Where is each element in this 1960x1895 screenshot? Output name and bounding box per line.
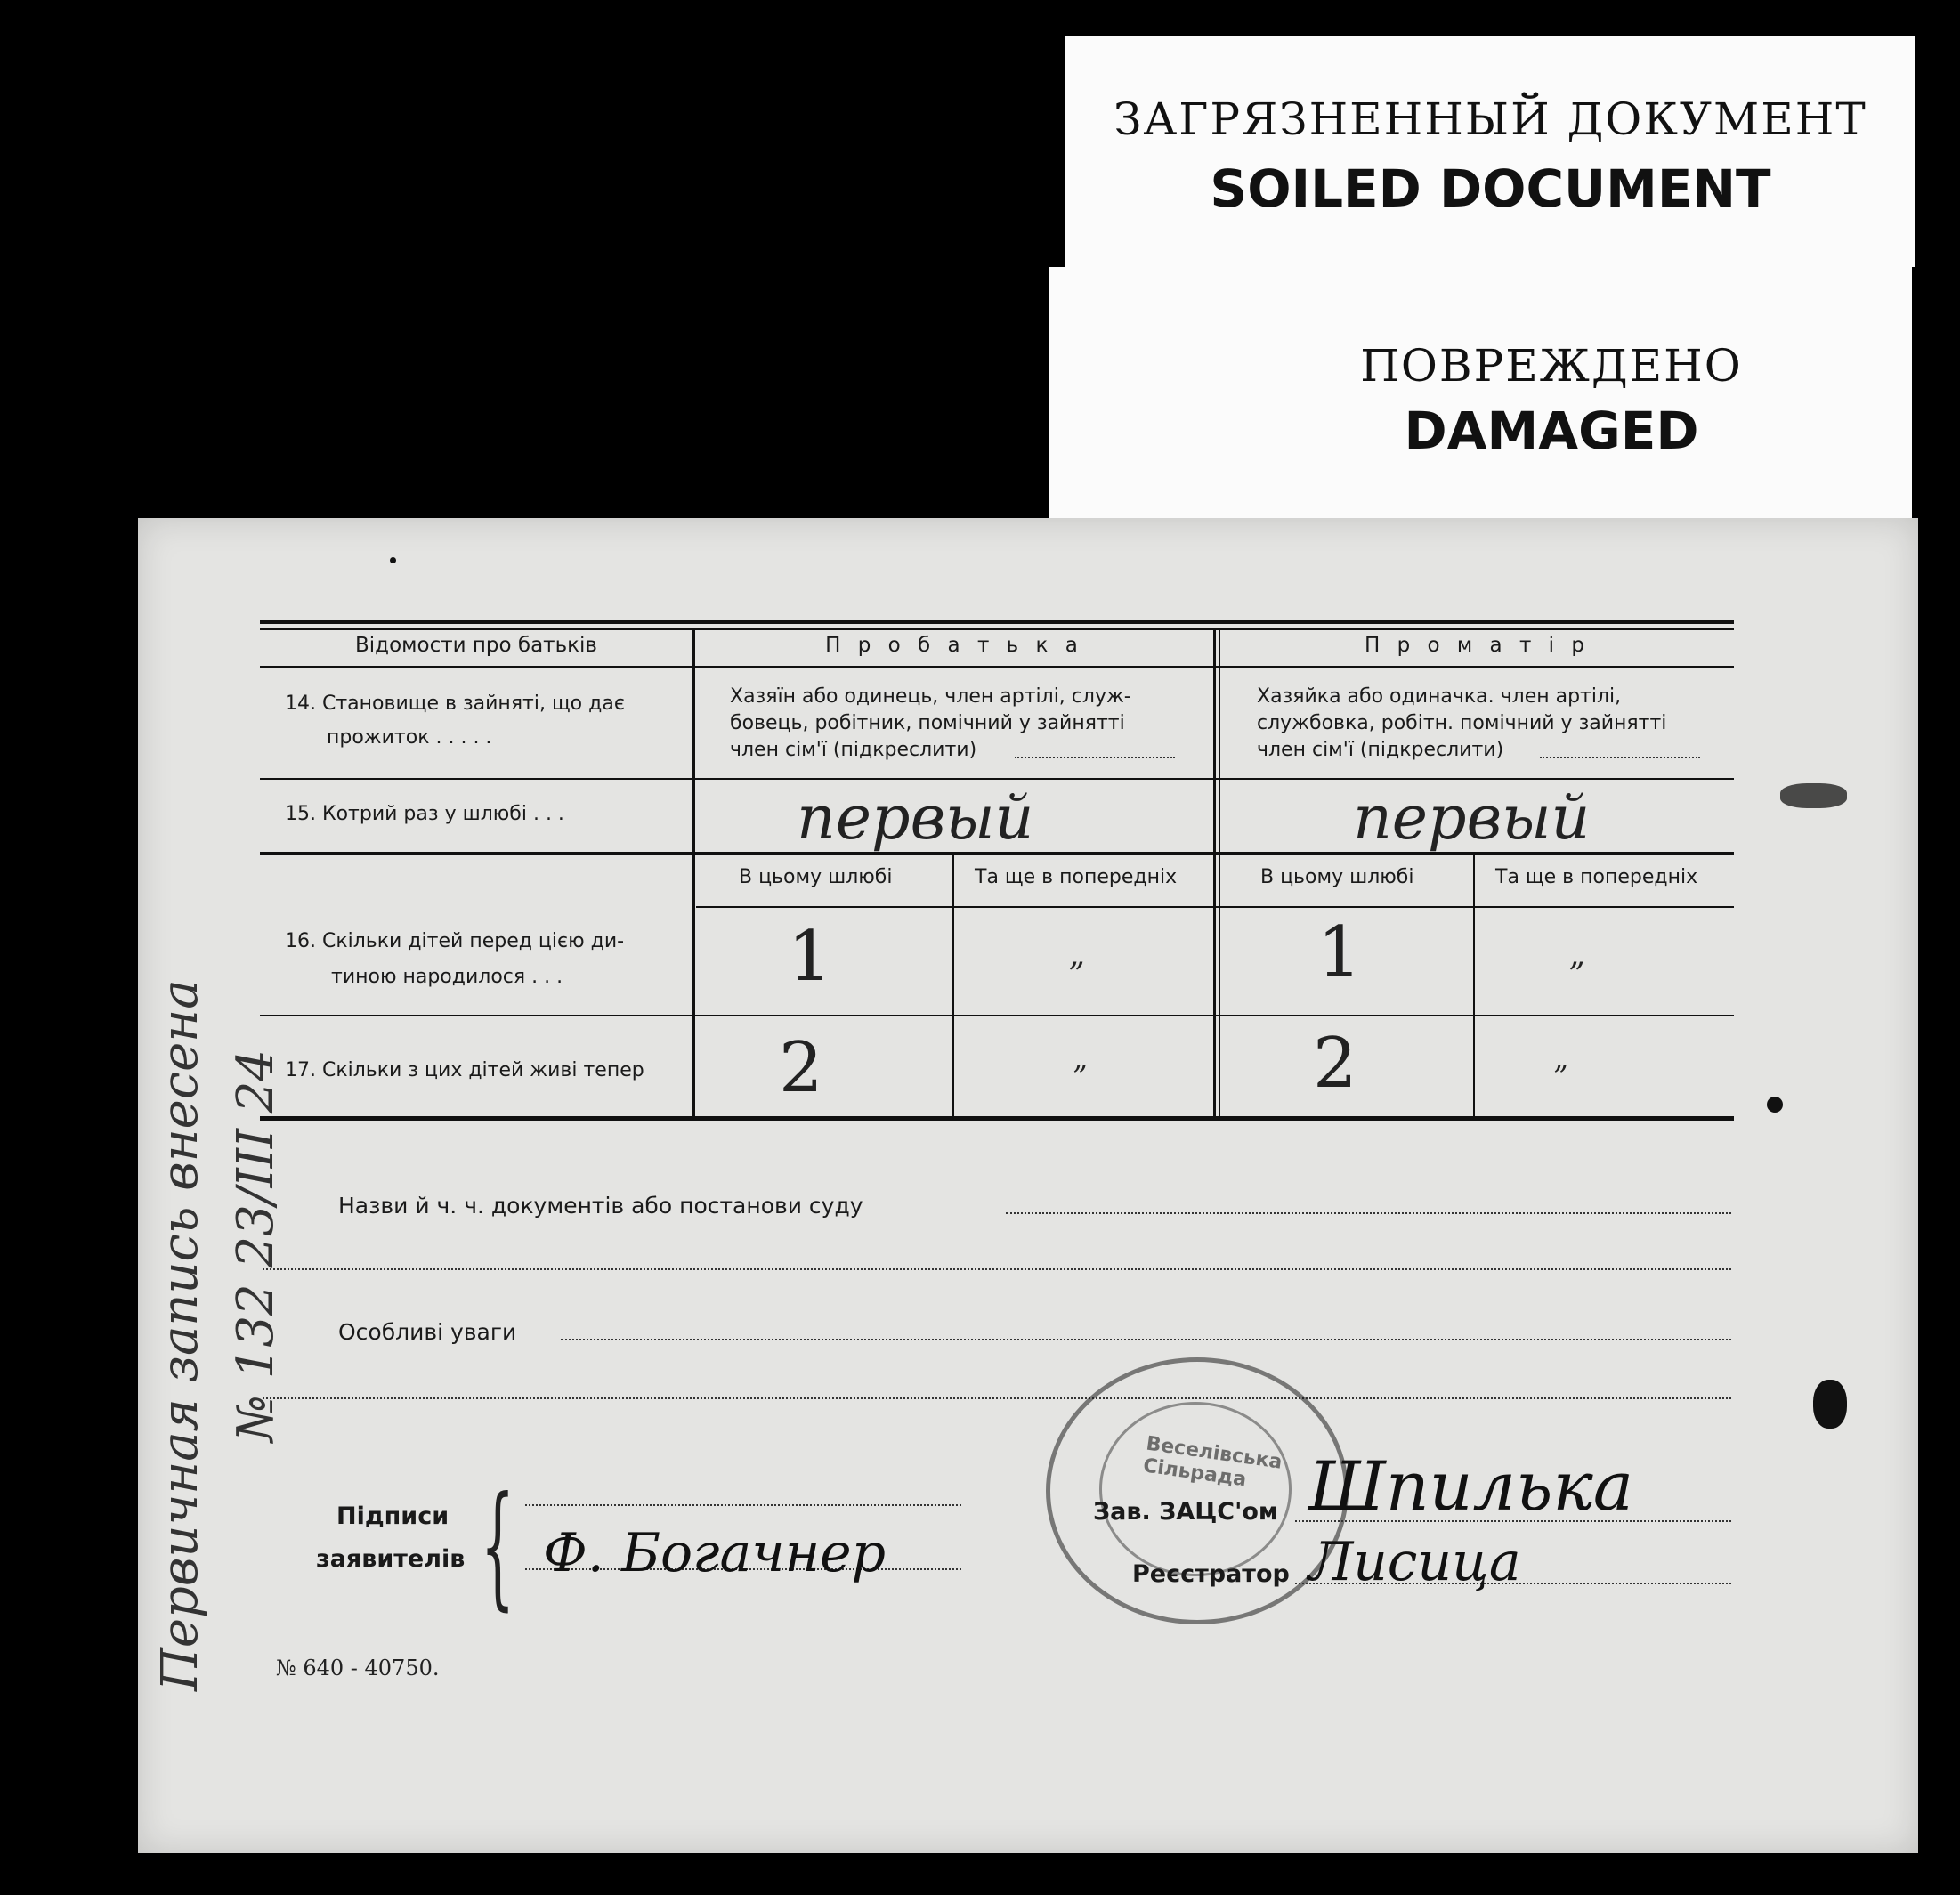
subheader-mother-this: В цьому шлюбі bbox=[1260, 866, 1414, 888]
remarks-label: Особливі уваги bbox=[338, 1319, 517, 1345]
documents-label: Назви й ч. ч. документів або постанови суду bbox=[338, 1193, 863, 1219]
head-label: Зав. ЗАЦС'ом bbox=[1093, 1498, 1278, 1526]
row16-label-line1: 16. Скільки дітей перед цією ди- bbox=[285, 930, 625, 952]
header-parents-info: Відомости про батьків bbox=[355, 634, 597, 657]
row14-mother-line1: Хазяйка або одиначка. член артілі, bbox=[1257, 685, 1622, 708]
row17-mother-this: 2 bbox=[1313, 1024, 1357, 1104]
margin-note-2: № 132 23/III 24 bbox=[227, 1049, 285, 1442]
row14-mother-line2: службовка, робітн. помічний у зайнятті bbox=[1257, 712, 1667, 734]
subheader-father-previous: Та ще в попередніх bbox=[975, 866, 1178, 888]
row14-mother-dots bbox=[1540, 757, 1700, 758]
row14-label-line2: прожиток . . . . . bbox=[327, 726, 492, 749]
remarks-dots-2 bbox=[263, 1397, 1731, 1399]
row14-father-line1: Хазяїн або одинець, член артілі, служ- bbox=[730, 685, 1131, 708]
registrar-label: Реєстратор bbox=[1132, 1560, 1290, 1588]
office-stamp-text: Веселівська Сільрада bbox=[1141, 1432, 1284, 1492]
remarks-dots-1 bbox=[561, 1339, 1731, 1340]
row17-label: 17. Скільки з цих дітей живі тепер bbox=[285, 1059, 644, 1081]
damage-spot-1 bbox=[1780, 783, 1847, 808]
damage-spot-2 bbox=[1767, 1097, 1783, 1113]
signatures-brace: { bbox=[481, 1469, 515, 1624]
margin-note-1: Первичная запись внесена bbox=[151, 979, 209, 1691]
signatures-label-1: Підписи bbox=[336, 1502, 450, 1530]
soiled-document-label bbox=[1065, 36, 1915, 267]
row14-label-line1: 14. Становище в зайняті, що дає bbox=[285, 692, 625, 715]
row14-father-line3: член сім'ї (підкреслити) bbox=[730, 739, 977, 761]
header-about-father: П р о б а т ь к а bbox=[825, 634, 1083, 657]
row17-father-this: 2 bbox=[779, 1028, 823, 1108]
table-top-rule bbox=[260, 620, 1734, 624]
row15-mother-value: первый bbox=[1353, 783, 1591, 854]
damage-spot-3 bbox=[1813, 1380, 1847, 1429]
header-bottom-rule bbox=[260, 666, 1734, 668]
col-divider-2 bbox=[1213, 628, 1216, 1118]
subheader-father-this: В цьому шлюбі bbox=[739, 866, 893, 888]
row14-father-line2: бовець, робітник, помічний у зайнятті bbox=[730, 712, 1125, 734]
form-number: № 640 - 40750. bbox=[276, 1656, 440, 1680]
row16-mother-this: 1 bbox=[1317, 912, 1362, 992]
head-signature: Шпилька bbox=[1308, 1446, 1634, 1526]
col-divider-2b bbox=[1219, 628, 1220, 1118]
damage-spot-4 bbox=[390, 557, 396, 563]
table-bottom-rule bbox=[260, 1116, 1734, 1121]
row16-father-this: 1 bbox=[788, 917, 832, 997]
signatures-label-2: заявителів bbox=[316, 1545, 466, 1573]
col-divider-1 bbox=[692, 628, 695, 1118]
documents-dots-2 bbox=[263, 1268, 1731, 1270]
row16-label-line2: тиною народилося . . . bbox=[331, 966, 563, 988]
row16-father-previous: ” bbox=[1068, 957, 1085, 993]
registrar-signature: Лисица bbox=[1308, 1531, 1521, 1593]
row15-father-value: первый bbox=[797, 783, 1034, 854]
subheader-mother-previous: Та ще в попередніх bbox=[1495, 866, 1698, 888]
row16-mother-previous: ” bbox=[1568, 957, 1585, 993]
damaged-label-ru: ПОВРЕЖДЕНО bbox=[1360, 340, 1743, 392]
applicant-signature: Ф. Богачнер bbox=[543, 1522, 887, 1584]
soiled-label-ru: ЗАГРЯЗНЕННЫЙ ДОКУМЕНТ bbox=[1114, 93, 1867, 145]
row14-father-dots bbox=[1015, 757, 1175, 758]
damaged-label-en: DAMAGED bbox=[1404, 401, 1699, 461]
row17-mother-previous: ” bbox=[1553, 1059, 1568, 1093]
row14-mother-line3: член сім'ї (підкреслити) bbox=[1257, 739, 1504, 761]
table-top-rule-2 bbox=[260, 628, 1734, 630]
applicant-sign-line-1 bbox=[525, 1504, 961, 1506]
header-about-mother: П р о м а т і р bbox=[1365, 634, 1590, 657]
col-divider-father-sub bbox=[952, 854, 954, 1118]
soiled-label-en: SOILED DOCUMENT bbox=[1210, 158, 1771, 219]
row14-bottom-rule bbox=[260, 778, 1734, 780]
row16-bottom-rule bbox=[260, 1015, 1734, 1016]
row15-label: 15. Котрий раз у шлюбі . . . bbox=[285, 803, 564, 825]
damaged-document-label bbox=[1049, 267, 1912, 534]
documents-dots-1 bbox=[1006, 1212, 1731, 1214]
col-divider-mother-sub bbox=[1473, 854, 1475, 1118]
row17-father-previous: ” bbox=[1073, 1059, 1088, 1093]
